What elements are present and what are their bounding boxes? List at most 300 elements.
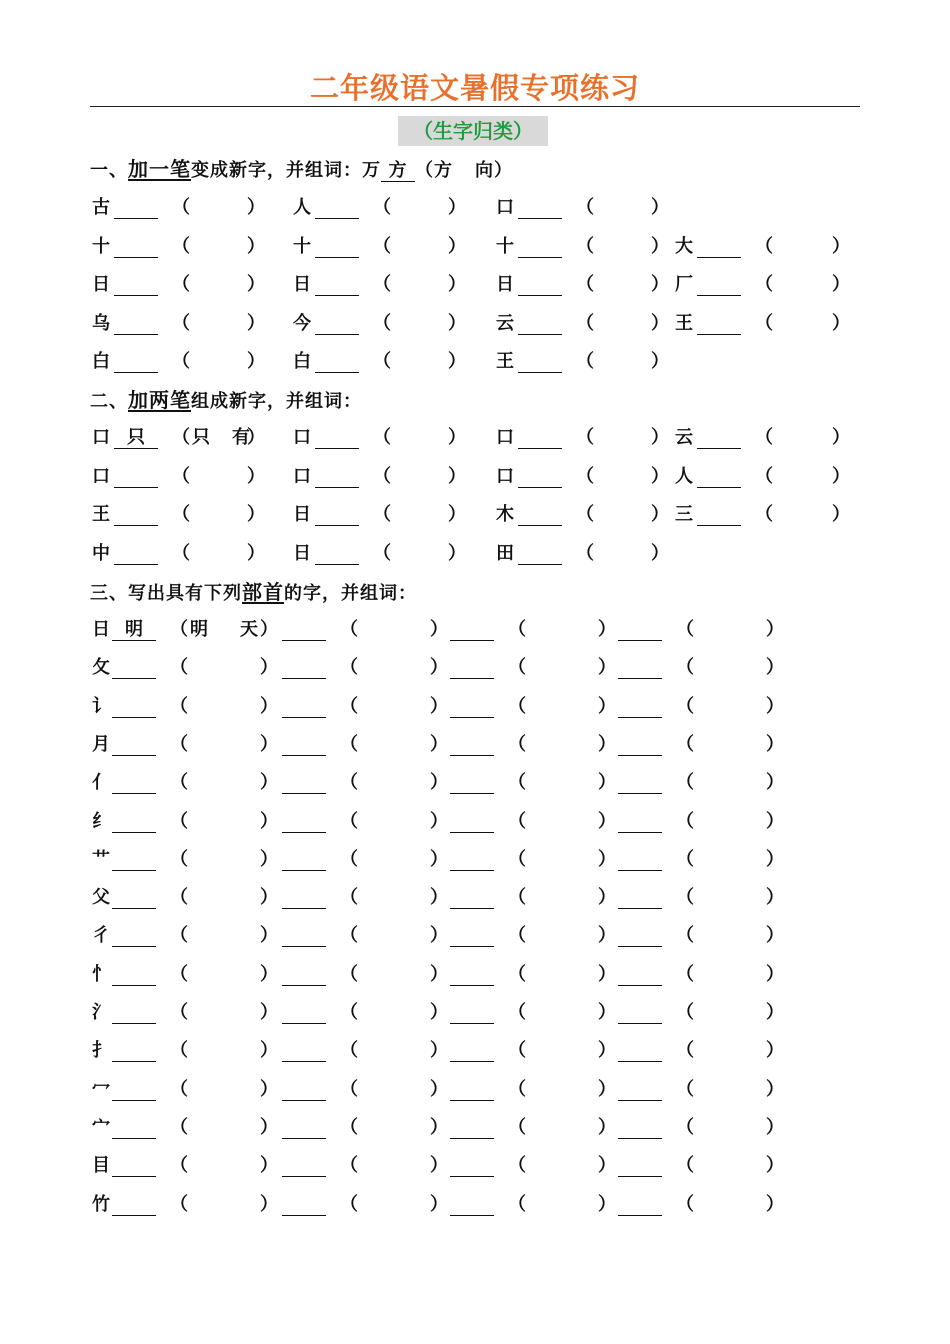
s3-answer-blank[interactable]: [450, 1078, 494, 1101]
s1-answer-blank[interactable]: [315, 235, 359, 258]
paren-left: （: [576, 235, 594, 257]
paren-right: ）: [766, 1155, 784, 1177]
s1-answer-blank[interactable]: [518, 273, 562, 296]
paren-left: （: [576, 542, 594, 564]
s3-item: [112, 1039, 282, 1065]
paren-right: ）: [430, 848, 448, 870]
paren-right: ）: [247, 197, 265, 218]
paren-left: （: [170, 848, 188, 870]
s3-answer-blank[interactable]: [450, 656, 494, 679]
paren-left: （: [170, 695, 188, 717]
paren-right: ）: [651, 427, 669, 448]
paren-left: （: [170, 733, 188, 755]
paren-right: ）: [448, 235, 466, 257]
s3-item: [112, 924, 282, 950]
s3-answer-blank[interactable]: [618, 1193, 662, 1216]
paren-left: （: [172, 197, 190, 218]
paren-left: （: [170, 1002, 188, 1023]
paren-right: ）: [260, 1116, 278, 1138]
paren-left: （: [172, 235, 190, 257]
s3-item: [112, 886, 282, 912]
s2-base-char: 口: [293, 427, 311, 448]
s1-answer-blank[interactable]: [114, 273, 158, 296]
paren-left: （: [508, 810, 526, 832]
paren-left: （: [172, 274, 190, 295]
paren-left: （: [172, 465, 190, 487]
section1-example-answer: 方: [381, 161, 415, 182]
section1-example-w1: 方: [434, 160, 453, 181]
s1-base-char: 白: [92, 351, 110, 372]
paren-left: （: [340, 1155, 358, 1177]
paren-right: ）: [430, 1002, 448, 1023]
s1-base-char: 乌: [92, 312, 110, 334]
s3-item: [618, 886, 788, 912]
s3-answer-blank[interactable]: [112, 963, 156, 986]
s1-base-char: 大: [675, 235, 693, 257]
paren-right: ）: [651, 542, 669, 564]
paren-right: ）: [260, 1193, 278, 1215]
s3-item: [282, 656, 452, 682]
s3-item: [112, 656, 282, 682]
s3-item: [282, 963, 452, 989]
paren-left: （: [676, 1116, 694, 1138]
s3-answer-blank[interactable]: [112, 924, 156, 947]
s3-answer-blank[interactable]: [112, 1001, 156, 1024]
s2-base-char: 口: [293, 465, 311, 487]
s3-answer-blank[interactable]: [450, 1193, 494, 1216]
paren-left: （: [676, 657, 694, 679]
paren-right: ）: [766, 1078, 784, 1100]
s3-item: [282, 1039, 452, 1065]
s3-answer-blank[interactable]: [450, 1001, 494, 1024]
s3-radical: 氵: [92, 1002, 110, 1023]
s3-answer-blank[interactable]: [112, 1039, 156, 1062]
paren-left: （: [172, 351, 190, 372]
s2-base-char: 云: [675, 427, 693, 448]
paren-right: ）: [430, 619, 448, 640]
paren-left: （: [576, 504, 594, 525]
paren-right: ）: [430, 1040, 448, 1062]
section2-prefix: 二、: [90, 391, 128, 412]
s3-item: [282, 695, 452, 721]
s3-answer-blank[interactable]: [282, 1001, 326, 1024]
paren-left: （: [373, 465, 391, 487]
s3-answer-blank[interactable]: [450, 886, 494, 909]
s3-answer-blank[interactable]: [618, 1001, 662, 1024]
s2-answer-blank[interactable]: [518, 465, 562, 488]
s3-answer-blank[interactable]: [282, 656, 326, 679]
s2-answer-blank[interactable]: [518, 503, 562, 526]
s1-base-char: 云: [496, 312, 514, 334]
s1-item: [293, 235, 468, 261]
s3-answer-blank[interactable]: [450, 963, 494, 986]
s2-answer-blank[interactable]: [697, 465, 741, 488]
s2-answer-blank[interactable]: [697, 503, 741, 526]
s3-answer-blank[interactable]: [618, 1116, 662, 1139]
paren-right: ）: [766, 695, 784, 717]
paren-left: （: [373, 312, 391, 334]
s3-item: [618, 963, 788, 989]
s3-answer-blank[interactable]: [112, 733, 156, 756]
paren-right: ）: [651, 465, 669, 487]
s3-item: [112, 695, 282, 721]
s1-item: [293, 350, 468, 376]
s3-answer-blank[interactable]: [282, 1078, 326, 1101]
s3-item: [282, 1116, 452, 1142]
s3-item: [618, 656, 788, 682]
s2-item: [293, 465, 468, 491]
s1-answer-blank[interactable]: [315, 273, 359, 296]
s3-radical: 纟: [92, 810, 110, 832]
s3-radical: 父: [92, 887, 110, 909]
paren-right: ）: [247, 235, 265, 257]
s3-answer-blank[interactable]: [112, 886, 156, 909]
s2-item: [496, 503, 671, 529]
s1-item: [496, 196, 671, 222]
paren-right: ）: [260, 925, 278, 947]
s3-answer-blank[interactable]: [450, 924, 494, 947]
paren-right: ）: [260, 1078, 278, 1100]
s1-answer-blank[interactable]: [518, 196, 562, 219]
s3-radical: 彳: [92, 925, 110, 947]
s3-item: [282, 1154, 452, 1180]
paren-left: （: [340, 887, 358, 909]
paren-right: ）: [598, 1155, 616, 1177]
s3-answer-blank[interactable]: [282, 733, 326, 756]
s3-example-answer: 明: [112, 618, 156, 641]
paren-left: （: [340, 848, 358, 870]
s3-answer-blank[interactable]: [282, 886, 326, 909]
paren-left: （: [373, 274, 391, 295]
paren-right: ）: [247, 542, 265, 564]
paren-right: ）: [260, 619, 278, 640]
paren-right: ）: [766, 733, 784, 755]
s1-answer-blank[interactable]: [518, 312, 562, 335]
s3-answer-blank[interactable]: [618, 695, 662, 718]
s1-answer-blank[interactable]: [315, 312, 359, 335]
s2-answer-blank[interactable]: [114, 465, 158, 488]
s3-radical: 艹: [92, 848, 110, 870]
s3-item: [112, 733, 282, 759]
paren-left: （: [340, 1193, 358, 1215]
s2-item: [675, 426, 852, 452]
paren-right: ）: [651, 235, 669, 257]
s2-base-char: 王: [92, 504, 110, 525]
paren-left: （: [576, 427, 594, 448]
paren-left: （: [170, 1116, 188, 1138]
s3-item: [112, 1193, 282, 1219]
paren-right: ）: [651, 312, 669, 334]
paren-right: ）: [430, 963, 448, 985]
s3-answer-blank[interactable]: [618, 848, 662, 871]
section1-example-rp: ）: [494, 160, 513, 181]
paren-left: （: [170, 810, 188, 832]
paren-left: （: [676, 1002, 694, 1023]
s3-answer-blank[interactable]: [112, 848, 156, 871]
s3-answer-blank[interactable]: [450, 1154, 494, 1177]
s3-answer-blank[interactable]: [282, 848, 326, 871]
s3-answer-blank[interactable]: [618, 656, 662, 679]
s3-answer-blank[interactable]: [112, 810, 156, 833]
paren-left: （: [170, 887, 188, 909]
s3-item: [282, 618, 452, 644]
paren-right: ）: [430, 1116, 448, 1138]
s3-answer-blank[interactable]: [282, 1193, 326, 1216]
s2-item: [496, 465, 671, 491]
s1-answer-blank[interactable]: [518, 350, 562, 373]
paren-right: ）: [598, 1078, 616, 1100]
s3-answer-blank[interactable]: [450, 848, 494, 871]
s2-answer-blank[interactable]: [315, 465, 359, 488]
s3-answer-blank[interactable]: [450, 771, 494, 794]
s3-answer-blank[interactable]: [282, 1116, 326, 1139]
paren-left: （: [755, 465, 773, 487]
paren-right: ）: [832, 274, 850, 295]
s2-item: [496, 426, 671, 452]
s3-radical: 目: [92, 1155, 110, 1177]
paren-left: （: [676, 1078, 694, 1100]
paren-right: ）: [260, 848, 278, 870]
s1-base-char: 古: [92, 197, 110, 218]
s2-answer-blank[interactable]: [518, 426, 562, 449]
paren-left: （: [508, 963, 526, 985]
paren-right: ）: [766, 848, 784, 870]
s3-answer-blank[interactable]: [112, 771, 156, 794]
s3-item: [112, 771, 282, 797]
paren-right: ）: [260, 1040, 278, 1062]
paren-right: ）: [448, 465, 466, 487]
paren-left: （: [508, 657, 526, 679]
paren-left: （: [508, 695, 526, 717]
paren-right: ）: [598, 810, 616, 832]
s3-radical: 冖: [92, 1078, 110, 1100]
s3-item: [618, 1116, 788, 1142]
s3-answer-blank[interactable]: [618, 924, 662, 947]
s3-item: [112, 1154, 282, 1180]
s3-answer-blank[interactable]: [450, 733, 494, 756]
s1-answer-blank[interactable]: [114, 350, 158, 373]
paren-left: （: [508, 1078, 526, 1100]
s3-example-word1: 明: [190, 619, 208, 640]
s3-item: [112, 1001, 282, 1027]
s3-answer-blank[interactable]: [282, 695, 326, 718]
s3-answer-blank[interactable]: [282, 924, 326, 947]
s3-answer-blank[interactable]: [112, 1193, 156, 1216]
paren-right: ）: [766, 1002, 784, 1023]
paren-right: ）: [766, 963, 784, 985]
s3-item: [282, 848, 452, 874]
s1-item: [496, 273, 671, 299]
s2-base-char: 田: [496, 542, 514, 564]
s1-item: [675, 312, 852, 338]
s3-answer-blank[interactable]: [112, 1078, 156, 1101]
paren-right: ）: [247, 274, 265, 295]
paren-left: （: [755, 235, 773, 257]
s3-answer-blank[interactable]: [282, 1039, 326, 1062]
paren-left: （: [676, 848, 694, 870]
paren-left: （: [170, 963, 188, 985]
paren-left: （: [340, 619, 358, 640]
paren-right: ）: [598, 1040, 616, 1062]
s3-answer-blank[interactable]: [618, 1078, 662, 1101]
s1-item: [675, 273, 852, 299]
s3-answer-blank[interactable]: [282, 771, 326, 794]
s1-answer-blank[interactable]: [114, 235, 158, 258]
paren-left: （: [170, 1040, 188, 1062]
s1-base-char: 十: [92, 235, 110, 257]
s1-answer-blank[interactable]: [315, 196, 359, 219]
paren-left: （: [576, 312, 594, 334]
s1-answer-blank[interactable]: [315, 350, 359, 373]
s2-item: [293, 542, 468, 568]
s1-item: [496, 312, 671, 338]
paren-right: ）: [430, 695, 448, 717]
paren-right: ）: [766, 887, 784, 909]
subtitle: （生字归类）: [398, 116, 548, 146]
s1-answer-blank[interactable]: [697, 312, 741, 335]
paren-left: （: [508, 1002, 526, 1023]
paren-right: ）: [430, 810, 448, 832]
s3-item: [618, 733, 788, 759]
paren-left: （: [340, 657, 358, 679]
s3-answer-blank[interactable]: [618, 733, 662, 756]
s3-answer-blank[interactable]: [112, 1116, 156, 1139]
s1-answer-blank[interactable]: [114, 312, 158, 335]
s3-item: [450, 771, 620, 797]
s3-answer-blank[interactable]: [450, 1116, 494, 1139]
section3-prefix: 三、写出具有下列: [90, 583, 242, 604]
paren-right: ）: [430, 657, 448, 679]
paren-left: （: [508, 772, 526, 794]
s1-item: [293, 196, 468, 222]
s1-base-char: 口: [496, 197, 514, 218]
s3-answer-blank[interactable]: [618, 1039, 662, 1062]
section1-example-char: 万: [362, 160, 381, 181]
s3-item: [618, 1039, 788, 1065]
paren-left: （: [508, 619, 526, 640]
s3-item: [282, 1001, 452, 1027]
s3-answer-blank[interactable]: [618, 1154, 662, 1177]
s3-answer-blank[interactable]: [450, 618, 494, 641]
paren-right: ）: [260, 887, 278, 909]
s3-answer-blank[interactable]: [618, 963, 662, 986]
s3-item: [618, 618, 788, 644]
s3-item: [618, 1193, 788, 1219]
paren-left: （: [340, 963, 358, 985]
s3-item: [450, 848, 620, 874]
paren-left: （: [340, 772, 358, 794]
paren-left: （: [373, 235, 391, 257]
s3-answer-blank[interactable]: [282, 618, 326, 641]
s2-item: [92, 465, 267, 491]
section3-highlight: 部首: [242, 580, 284, 604]
s3-answer-blank[interactable]: [618, 771, 662, 794]
s3-answer-blank[interactable]: [450, 810, 494, 833]
s3-item: [450, 924, 620, 950]
s3-item: [450, 1116, 620, 1142]
s2-answer-blank[interactable]: [315, 426, 359, 449]
s1-answer-blank[interactable]: [114, 196, 158, 219]
s3-item: [618, 771, 788, 797]
s3-item: [450, 886, 620, 912]
paren-right: ）: [766, 657, 784, 679]
s1-answer-blank[interactable]: [697, 273, 741, 296]
s2-base-char: 三: [675, 504, 693, 525]
s3-answer-blank[interactable]: [618, 886, 662, 909]
s1-answer-blank[interactable]: [518, 235, 562, 258]
paren-right: ）: [430, 1078, 448, 1100]
s3-item: [618, 1078, 788, 1104]
s2-base-char: 日: [293, 542, 311, 564]
paren-right: ）: [651, 274, 669, 295]
s3-radical: 亻: [92, 772, 110, 794]
s2-answer-blank[interactable]: [315, 503, 359, 526]
paren-right: ）: [598, 1002, 616, 1023]
s1-answer-blank[interactable]: [697, 235, 741, 258]
s3-answer-blank[interactable]: [112, 1154, 156, 1177]
title-divider: [90, 106, 860, 107]
s2-answer-blank[interactable]: [697, 426, 741, 449]
s3-answer-blank[interactable]: [618, 810, 662, 833]
s3-radical: 攵: [92, 657, 110, 679]
s3-item: [282, 810, 452, 836]
s3-answer-blank[interactable]: [450, 695, 494, 718]
section2-highlight: 加两笔: [128, 388, 191, 412]
s2-base-char: 口: [496, 427, 514, 448]
paren-right: ）: [247, 504, 265, 525]
paren-left: （: [676, 925, 694, 947]
paren-left: （: [676, 810, 694, 832]
section1-rest: 变成新字，并组词：: [191, 160, 362, 181]
paren-right: ）: [598, 695, 616, 717]
paren-left: （: [340, 1078, 358, 1100]
paren-right: ）: [651, 197, 669, 218]
paren-left: （: [373, 197, 391, 218]
s2-answer-blank[interactable]: [518, 542, 562, 565]
s2-answer-blank[interactable]: [114, 503, 158, 526]
paren-left: （: [172, 312, 190, 334]
s3-answer-blank[interactable]: [618, 618, 662, 641]
s3-radical: 宀: [92, 1116, 110, 1138]
s3-radical: 竹: [92, 1193, 110, 1215]
s3-answer-blank[interactable]: [282, 810, 326, 833]
section2-rest: 组成新字，并组词：: [191, 391, 362, 412]
s3-answer-blank[interactable]: [282, 1154, 326, 1177]
s2-item: [675, 503, 852, 529]
s3-radical: 月: [92, 733, 110, 755]
paren-right: ）: [598, 925, 616, 947]
s3-answer-blank[interactable]: [282, 963, 326, 986]
s2-item: [496, 542, 671, 568]
paren-right: ）: [598, 772, 616, 794]
s2-answer-blank[interactable]: [114, 542, 158, 565]
s1-item: [496, 235, 671, 261]
s1-item: [92, 235, 267, 261]
s3-answer-blank[interactable]: [450, 1039, 494, 1062]
s1-item: [92, 350, 267, 376]
s3-answer-blank[interactable]: [112, 695, 156, 718]
section1-prefix: 一、: [90, 160, 128, 181]
s2-answer-blank[interactable]: [315, 542, 359, 565]
s1-base-char: 厂: [675, 274, 693, 295]
paren-right: ）: [260, 657, 278, 679]
paren-right: ）: [260, 1155, 278, 1177]
paren-right: ）: [430, 733, 448, 755]
s2-base-char: 日: [293, 504, 311, 525]
s3-item: [618, 1154, 788, 1180]
s3-answer-blank[interactable]: [112, 656, 156, 679]
paren-left: （: [755, 312, 773, 334]
